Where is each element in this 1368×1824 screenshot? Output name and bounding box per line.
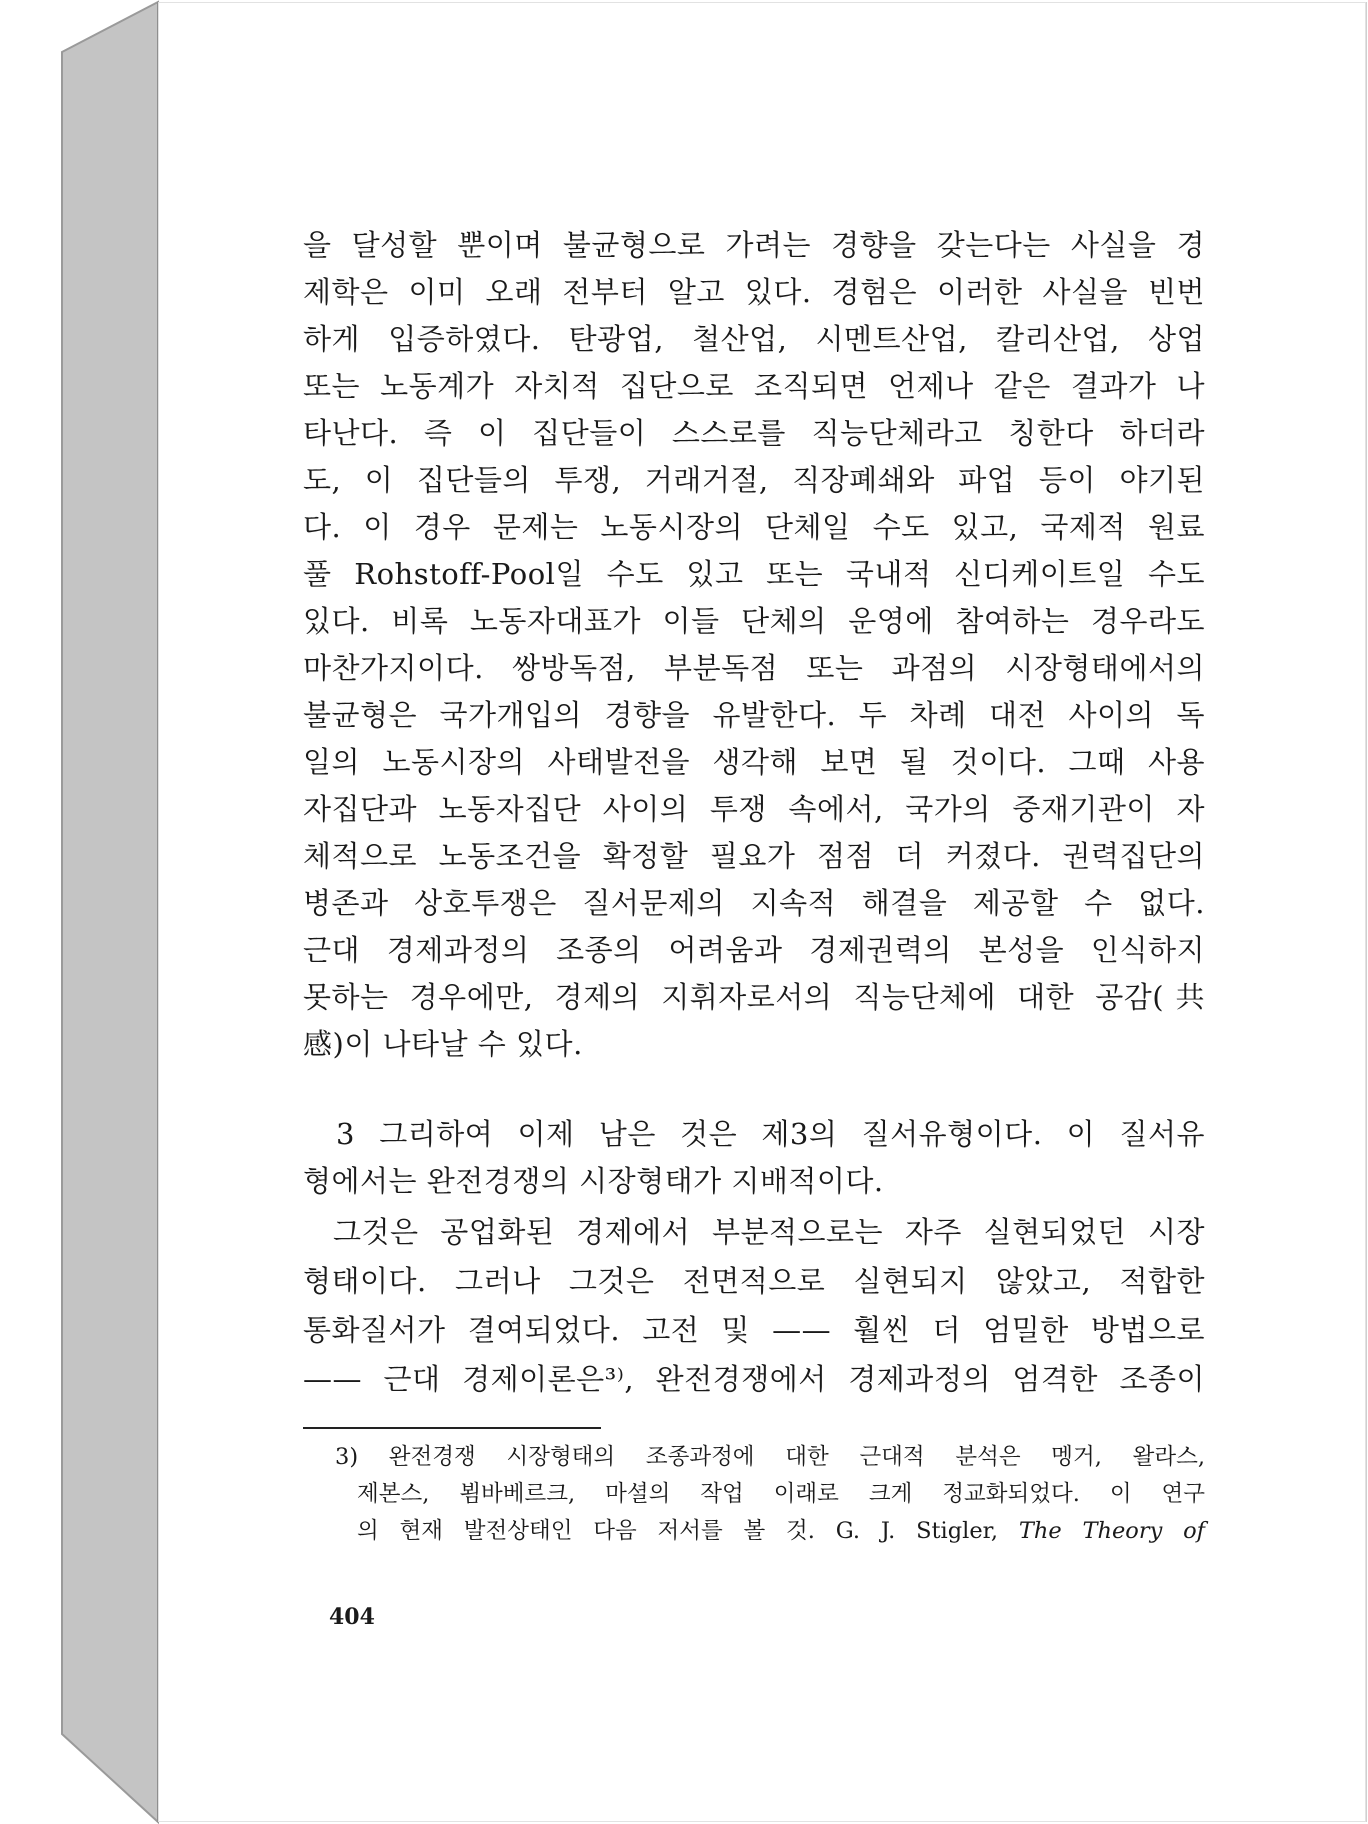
section-3-line: 3 그리하여 이제 남은 것은 제3의 질서유형이다. 이 질서유 [336, 1117, 1205, 1151]
paragraph-start-line: 그것은 공업화된 경제에서 부분적으로는 자주 실현되었던 시장 [333, 1215, 1205, 1249]
body-line: 마찬가지이다. 쌍방독점, 부분독점 또는 과점의 시장형태에서의 [303, 651, 1205, 685]
body-line: 있다. 비록 노동자대표가 이들 단체의 운영에 참여하는 경우라도 [303, 604, 1205, 638]
footnote-line [357, 1513, 1205, 1549]
body-line: 또는 노동계가 자치적 집단으로 조직되면 언제나 같은 결과가 나 [303, 369, 1205, 403]
body-line: 병존과 상호투쟁은 질서문제의 지속적 해결을 제공할 수 없다. [303, 886, 1205, 920]
body-line: 풀 Rohstoff-Pool일 수도 있고 또는 국내적 신디케이트일 수도 [303, 557, 1205, 591]
body-line: 형에서는 완전경쟁의 시장형태가 지배적이다. [303, 1164, 884, 1198]
book-title-italic: The Theory of [1018, 1518, 1205, 1544]
footnote-rule [303, 1427, 601, 1429]
body-line: 感)이 나타날 수 있다. [303, 1027, 583, 1061]
body-line: 체적으로 노동조건을 확정할 필요가 점점 더 커졌다. 권력집단의 [303, 839, 1205, 873]
body-line: 일의 노동시장의 사태발전을 생각해 보면 될 것이다. 그때 사용 [303, 745, 1205, 779]
page-number: 404 [329, 1604, 375, 1630]
body-line: 자집단과 노동자집단 사이의 투쟁 속에서, 국가의 중재기관이 자 [303, 792, 1205, 826]
body-line: 제학은 이미 오래 전부터 알고 있다. 경험은 이러한 사실을 빈번 [303, 275, 1205, 309]
body-line: 형태이다. 그러나 그것은 전면적으로 실현되지 않았고, 적합한 [303, 1264, 1205, 1298]
footnote-text: 의 현재 발전상태인 다음 저서를 볼 것. G. J. Stigler, [357, 1518, 999, 1544]
body-line: 하게 입증하였다. 탄광업, 철산업, 시멘트산업, 칼리산업, 상업 [303, 322, 1205, 356]
body-line: —— 근대 경제이론은³⁾, 완전경쟁에서 경제과정의 엄격한 조종이 [303, 1362, 1205, 1396]
body-line: 다. 이 경우 문제는 노동시장의 단체일 수도 있고, 국제적 원료 [303, 510, 1205, 544]
footnote-line: 제본스, 뵘바베르크, 마셜의 작업 이래로 크게 정교화되었다. 이 연구 [357, 1481, 1205, 1507]
body-line: 근대 경제과정의 조종의 어려움과 경제권력의 본성을 인식하지 [303, 933, 1205, 967]
body-line: 통화질서가 결여되었다. 고전 및 —— 훨씬 더 엄밀한 방법으로 [303, 1313, 1205, 1347]
body-line: 타난다. 즉 이 집단들이 스스로를 직능단체라고 칭한다 하더라 [303, 416, 1205, 450]
body-line: 도, 이 집단들의 투쟁, 거래거절, 직장폐쇄와 파업 등이 야기된 [303, 463, 1205, 497]
body-line: 불균형은 국가개입의 경향을 유발한다. 두 차례 대전 사이의 독 [303, 698, 1205, 732]
footnote-line: 3) 완전경쟁 시장형태의 조종과정에 대한 근대적 분석은 멩거, 왈라스, [335, 1444, 1205, 1470]
body-line: 을 달성할 뿐이며 불균형으로 가려는 경향을 갖는다는 사실을 경 [303, 228, 1205, 262]
body-line: 못하는 경우에만, 경제의 지휘자로서의 직능단체에 대한 공감(共 [303, 980, 1205, 1014]
